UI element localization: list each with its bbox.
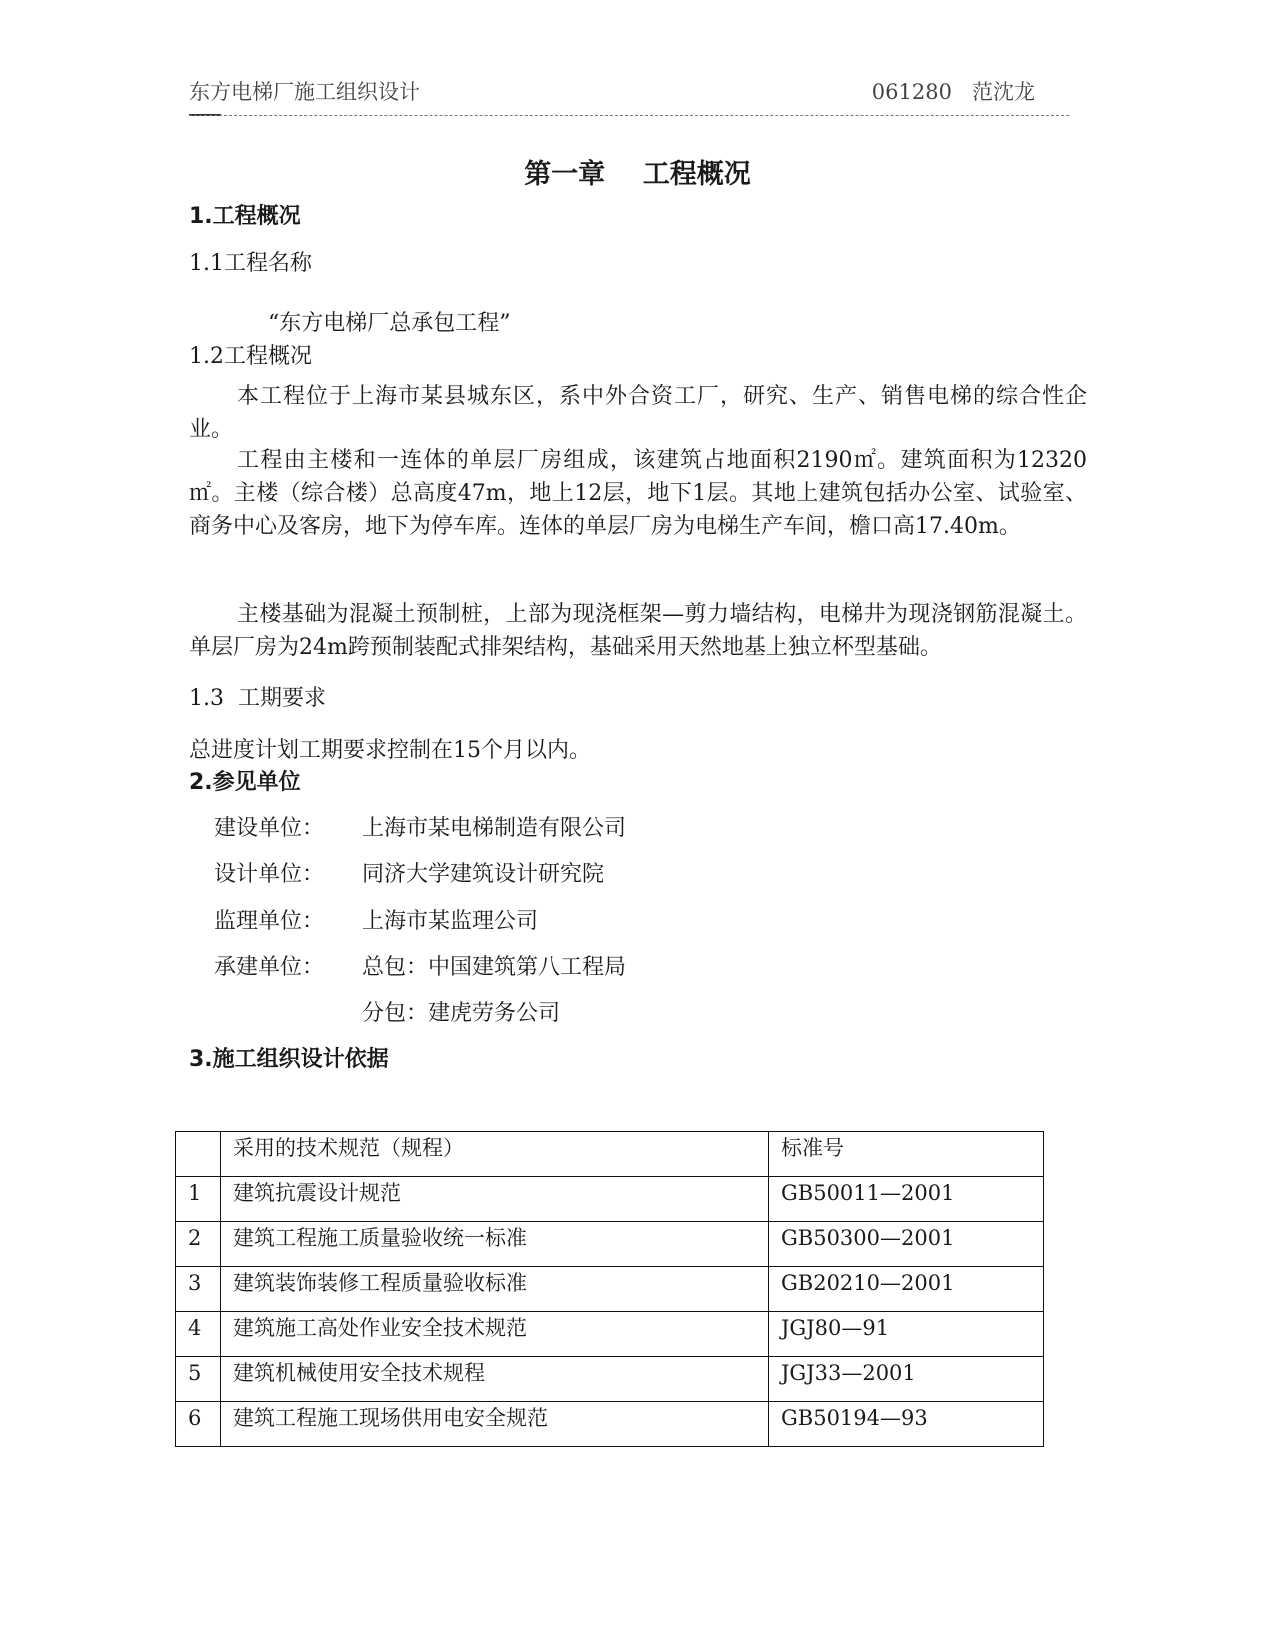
table-row [176, 1357, 1044, 1402]
overview-paragraph-1: 本工程位于上海市某县城东区，系中外合资工厂，研究、生产、销售电梯的综合性企业。 [189, 384, 1087, 442]
table-cell-index: 2 [176, 1222, 221, 1267]
table-cell-spec: 建筑装饰装修工程质量验收标准 [221, 1267, 769, 1312]
unit-value: 分包：建虎劳务公司 [362, 1001, 561, 1026]
unit-label: 监理单位： [214, 909, 325, 934]
section-1-3-heading: 1.3 工期要求 [189, 686, 326, 711]
table-row [176, 1177, 1044, 1222]
table-row [176, 1402, 1044, 1447]
unit-label: 建设单位： [214, 816, 325, 841]
unit-label: 承建单位： [214, 955, 325, 980]
table-cell-index: 4 [176, 1312, 221, 1357]
table-header-cell: 采用的技术规范（规程） [221, 1132, 769, 1177]
overview-paragraph-2: 工程由主楼和一连体的单层厂房组成，该建筑占地面积2190㎡。建筑面积为12320㎡。主楼（综合楼）总高度47m，地上12层，地下1层。其地上建筑包括办公室、试验室、商务中心及客房，地下为停车库。连体的单层厂房为电梯生产车间，檐口高17.40m。 [189, 448, 1087, 539]
section-1-heading: 1.工程概况 [189, 204, 301, 229]
table-header-row [176, 1132, 1044, 1177]
unit-label: 设计单位： [214, 862, 325, 887]
table-cell-standard: GB50194—93 [769, 1402, 1044, 1447]
unit-value: 上海市某监理公司 [362, 909, 539, 934]
table-cell-standard: JGJ80—91 [769, 1312, 1044, 1357]
table-cell-index: 1 [176, 1177, 221, 1222]
section-2-heading: 2.参见单位 [189, 770, 301, 795]
table-row [176, 1312, 1044, 1357]
standards-table [175, 1131, 1044, 1447]
project-name: “东方电梯厂总承包工程” [268, 311, 511, 336]
header-rule [189, 115, 1069, 116]
table-cell-standard: JGJ33—2001 [769, 1357, 1044, 1402]
overview-paragraph-3: 主楼基础为混凝土预制桩，上部为现浇框架—剪力墙结构，电梯井为现浇钢筋混凝土。单层厂房为24m跨预制装配式排架结构，基础采用天然地基上独立杯型基础。 [189, 602, 1087, 660]
table-cell-spec: 建筑抗震设计规范 [221, 1177, 769, 1222]
table-header-cell [176, 1132, 221, 1177]
section-3-heading: 3.施工组织设计依据 [189, 1047, 389, 1072]
schedule-text: 总进度计划工期要求控制在15个月以内。 [189, 738, 591, 763]
table-cell-standard: GB20210—2001 [769, 1267, 1044, 1312]
unit-value: 上海市某电梯制造有限公司 [362, 816, 627, 841]
table-cell-index: 6 [176, 1402, 221, 1447]
table-cell-standard: GB50300—2001 [769, 1222, 1044, 1267]
header-title: 东方电梯厂施工组织设计 [189, 80, 420, 104]
table-cell-spec: 建筑工程施工质量验收统一标准 [221, 1222, 769, 1267]
chapter-title: 第一章 工程概况 [524, 159, 751, 190]
section-1-2-heading: 1.2工程概况 [189, 344, 312, 369]
table-header-cell: 标准号 [769, 1132, 1044, 1177]
unit-value: 同济大学建筑设计研究院 [362, 862, 605, 887]
table-cell-spec: 建筑机械使用安全技术规程 [221, 1357, 769, 1402]
table-row [176, 1267, 1044, 1312]
table-cell-spec: 建筑工程施工现场供用电安全规范 [221, 1402, 769, 1447]
table-cell-index: 5 [176, 1357, 221, 1402]
table-cell-standard: GB50011—2001 [769, 1177, 1044, 1222]
table-cell-spec: 建筑施工高处作业安全技术规范 [221, 1312, 769, 1357]
table-row [176, 1222, 1044, 1267]
section-1-1-heading: 1.1工程名称 [189, 251, 312, 276]
unit-value: 总包：中国建筑第八工程局 [362, 955, 627, 980]
header-author: 061280 范沈龙 [871, 80, 1035, 104]
table-cell-index: 3 [176, 1267, 221, 1312]
